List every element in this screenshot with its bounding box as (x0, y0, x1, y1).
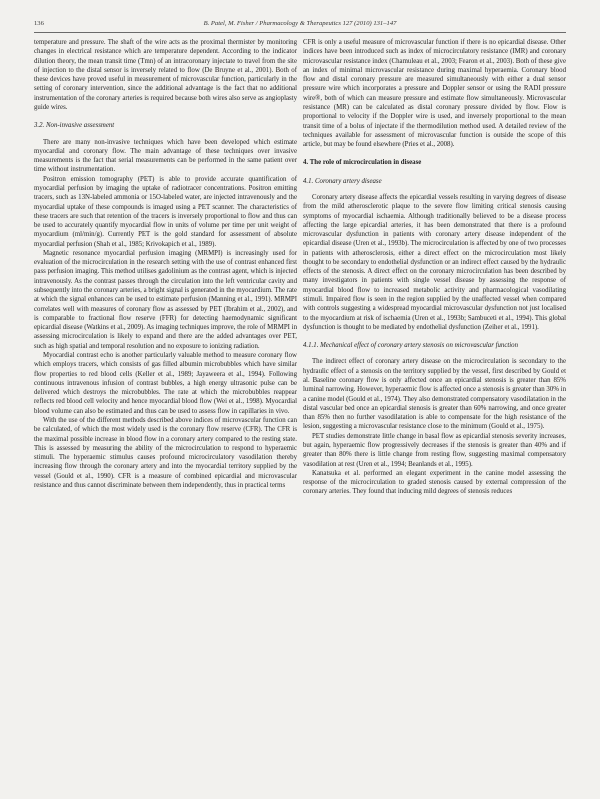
paragraph: The indirect effect of coronary artery disease on the microcirculation is secondary to the hydraulic effect of a stenosis on the territory supplied by the vessel, first described by Gould et al. Baseline coronary flow is only affected once an epicardial stenosis is greater than 85% luminal narrowing. However, hyperaemic flow is affected once a stenosis is greater than 30% in a canine model (Gould et al., 1974). They also demonstrated compensatory vasodilatation in the distal vascular bed once an epicardial stenosis is greater than 60% narrowing, and once greater than 85% then no further vasodilatation is able to compensate for the high resistance of the lesion, suggesting a microvascular resistance close to the minimum (Gould et al., 1975). (303, 358, 566, 431)
paragraph: temperature and pressure. The shaft of the wire acts as the proximal thermister by monitoring changes in electrical resistance which are temperature dependent. According to the indicator dilution theory, the mean transit time (Tmn) of an intracoronary injectate to travel from the site of injection to the distal sensor is inversely related to flow (De Bruyne et al., 2001). Both of these devices have proved useful in measurement of microvascular function, particularly in the setting of coronary intervention, since the additional advantage is the fact that no additional instrumentation of the coronary arteries is required because both wires also serve as angioplasty guide wires. (34, 39, 297, 111)
section-heading-4: 4. The role of microcirculation in disease (303, 159, 422, 167)
paragraph: Kanatsuka et al. performed an elegant experiment in the canine model assessing the response of the microcirculation to graded stenosis caused by external compression of the coronary arteries. They found that inducing mild degrees of stenosis reduces (303, 469, 566, 496)
left-column (34, 38, 297, 490)
paragraph: PET studies demonstrate little change in basal flow as epicardial stenosis severity increases, but again, hyperaemic flow progressively decreases if the stenosis is greater than 40% and if greater than 80% there is little change from resting flow, suggesting maximal compensatory vasodilation at rest (Uren et al., 1994; Beanlands et al., 1995). (303, 432, 566, 468)
paragraph: Positron emission tomography (PET) is able to provide accurate quantification of myocardial perfusion by imaging the uptake of radiotracer concentrations. Positron emitting tracers, such as 13N-labeled ammonia or 15O-labeled water, are injected intravenously and the myocardial uptake of these compounds is imaged using a PET scanner. The characteristics of these tracers are such that retention of the tracers is inversely proportional to flow and thus can be used to accurately quantify myocardial flow in units of volume per time per unit weight of myocardium (ml/min/g). Currently PET is the gold standard for assessment of absolute myocardial perfusion (Shah et al., 1985; Krivokapich et al., 1989). (34, 175, 297, 248)
paragraph: Myocardial contrast echo is another particularly valuable method to measure coronary flow which employs tracers, which consists of gas filled albumin microbubbles which have similar flow properties to red blood cells (Keller et al., 1989; Jayaweera et al., 1994). Following continuous intravenous infusion of contrast bubbles, a high energy ultrasonic pulse can be delivered which destroys the microbubbles. The rate at which the microbubbles reappear reflects red blood cell velocity and hence myocardial blood flow (Wei et al., 1998). Myocardial blood volume can also be estimated and thus can be used to assess flow in capillaries in vivo. (34, 352, 297, 415)
subsection-heading-4-1: 4.1. Coronary artery disease (303, 177, 382, 185)
paragraph: CFR is only a useful measure of microvascular function if there is no epicardial disease. Other indices have been introduced such as index of microcirculatory resistance (IMR) and coronary microvascular resistance index (Chamuleau et al., 2003; Fearon et al., 2003). Both of these give an index of minimal microvascular resistance during maximal hyperaemia. Coronary blood flow and distal coronary pressure are measured simultaneously with either a dual sensor pressure wire which incorporates a pressure and Doppler sensor or using the RADI pressure wire®, both of which can measure pressure and estimate flow simultaneously. Microvascular resistance (MR) can be calculated as distal coronary pressure divided by flow. Flow is proportional to velocity if the Doppler wire is used, and inversely proportional to the mean transit time of a bolus of injectate if the thermodilution method used. A detailed review of the techniques available for assessment of microvascular function is outside the scope of this article, but may be found elsewhere (Pries et al., 2008). (303, 39, 566, 149)
paragraph: With the use of the different methods described above indices of microvascular function can be calculated, of which the most widely used is the coronary flow reserve (CFR). The CFR is the maximal possible increase in blood flow in a coronary artery compared to the resting state. This is assessed by measuring the ability of the microcirculation to respond to hyperaemic stimuli. The hyperaemic stimulus causes profound microcirculatory vasodilation thereby increasing flow through the coronary artery and into the myocardial territory supplied by the vessel (Gould et al., 1990). CFR is a measure of combined epicardial and microvascular resistance and thus cannot discriminate between them independently, thus in practical terms (34, 416, 297, 489)
header-rule (34, 32, 566, 33)
subsection-heading-4-1-1: 4.1.1. Mechanical effect of coronary artery stenosis on microvascular function (303, 342, 519, 350)
paragraph: There are many non-invasive techniques which have been developed which estimate myocardial and coronary flow. The main advantage of these techniques over invasive measurements is the fact that serial measurements can be performed in the same patient over time without instrumentation. (34, 138, 297, 174)
paragraph: Coronary artery disease affects the epicardial vessels resulting in varying degrees of disease from the mild atherosclerotic plaque to the severe flow limiting critical stenosis causing symptoms of myocardial ischaemia. Although traditionally believed to be a disease process affecting the large epicardial arteries, it has been demonstrated that there is a profound microvascular dysfunction in patients with coronary artery disease independent of the epicardial disease (Uren et al., 1993b). The microcirculation is affected by one of two processes in patients with atherosclerosis, either a direct effect on the microcirculation most likely thought to be secondary to endothelial dysfunction or an indirect effect caused by the hydraulic effects of the stenosis. A direct effect on the coronary microcirculation has been described by many investigators in patients with single vessel disease by assessing the response of myocardial blood flow to increased metabolic activity and pharmacological vasodilating stimuli. Impaired flow is seen in the region supplied by the unaffected vessel when compared with controls suggesting a widespread myocardial microvascular dysfunction not just localised to the myocardium at risk of ischaemia (Uren et al., 1993b; Sambuceti et al., 1994). This global dysfunction is thought to be mediated by endothelial dysfunction (Zeiher et al., 1991). (303, 193, 566, 331)
subsection-heading-3-2: 3.2. Non-invasive assessment (34, 122, 115, 130)
page-number: 136 (34, 20, 44, 27)
paragraph: Magnetic resonance myocardial perfusion imaging (MRMPI) is increasingly used for evaluation of the microcirculation in the research setting with the use of contrast enhanced first pass perfusion imaging. This method utilises gadolinium as the contrast agent, which is injected intravenously. As the contrast passes through the circulation into the left ventricular cavity and subsequently into the coronary arteries, a bright signal is generated in the myocardium. The rate at which the signal enhances can be used to estimate perfusion (Manning et al., 1991). MRMPI correlates well with measures of coronary flow as assessed by PET (Ibrahim et al., 2002), and is comparable to fractional flow reserve (FFR) for detecting haemodynamic significant epicardial disease (Watkins et al., 2009). As imaging techniques improve, the role of MRMPI in assessing microcirculation is likely to expand and there are the added advantages over PET, such as high spatial and temporal resolution and no exposure to ionizing radiation. (34, 249, 297, 350)
running-head: B. Patel, M. Fisher / Pharmacology & Therapeutics 127 (2010) 131–147 (203, 20, 397, 27)
right-column (303, 38, 566, 497)
